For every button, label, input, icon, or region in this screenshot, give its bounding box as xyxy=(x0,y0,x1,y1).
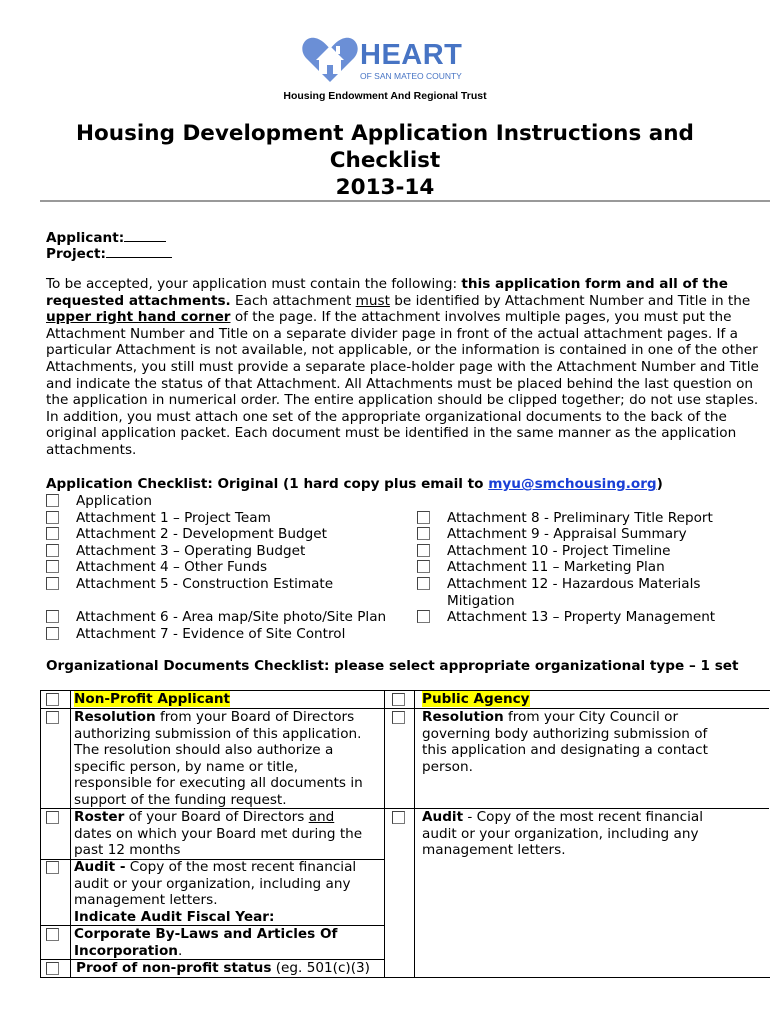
checkbox-np-audit[interactable] xyxy=(46,861,59,874)
project-field[interactable]: Project: xyxy=(46,245,172,262)
checkbox-nonprofit[interactable] xyxy=(46,693,59,706)
public-agency-header: Public Agency xyxy=(422,691,530,707)
checklist-item: Attachment 10 - Project Timeline xyxy=(447,543,671,559)
np-bylaws: Corporate By-Laws and Articles Of Incorporation. xyxy=(74,926,338,959)
pa-resolution: Resolution from your City Council or governing body authorizing submission of this application and designating a contact person. xyxy=(422,709,708,775)
checkbox-attachment-10[interactable] xyxy=(417,544,430,557)
checkbox-attachment-6[interactable] xyxy=(46,610,59,623)
table-divider xyxy=(384,690,385,977)
table-divider xyxy=(70,690,71,977)
checklist-item: Attachment 11 – Marketing Plan xyxy=(447,559,665,575)
table-divider xyxy=(414,690,415,977)
np-resolution: Resolution from your Board of Directors authorizing submission of this application. The resolution should also authorize a specific person, by name or title, responsible for executing all documents in support of the funding request. xyxy=(74,709,363,808)
checkbox-pa-audit[interactable] xyxy=(392,811,405,824)
checklist-item: Attachment 6 - Area map/Site photo/Site Plan xyxy=(76,609,387,625)
checkbox-public-agency[interactable] xyxy=(392,693,405,706)
pa-audit: Audit - Copy of the most recent financial audit or your organization, including any management letters. xyxy=(422,809,704,859)
checkbox-attachment-8[interactable] xyxy=(417,511,430,524)
checkbox-attachment-1[interactable] xyxy=(46,511,59,524)
checklist-item: Attachment 8 - Preliminary Title Report xyxy=(447,510,713,526)
checklist-item: Attachment 3 – Operating Budget xyxy=(76,543,306,559)
checkbox-attachment-11[interactable] xyxy=(417,560,430,573)
checklist-item: Attachment 2 - Development Budget xyxy=(76,526,327,542)
checklist-item-continued: Mitigation xyxy=(447,593,515,609)
checklist-item: Attachment 4 – Other Funds xyxy=(76,559,268,575)
email-link[interactable]: myu@smchousing.org xyxy=(488,476,657,492)
instructions-paragraph: To be accepted, your application must contain the following: this application form and all of the requested attachments. Each attachment must be identified by Attachment Number and Title in the upper right hand corner of the page. If the attachment involves multiple pages, you must put the Attachment Number and Title on a separate divider page in front of the actual attachment pages. If a particular Attachment is not available, not applicable, or the information is contained in one of the other Attachments, you still must provide a separate place-holder page with the Attachment Number and Title and indicate the status of that Attachment. All Attachments must be placed behind the last question on the application in numerical order. The entire application should be clipped together; do not use staples. In addition, you must attach one set of the appropriate organizational documents to the back of the original application packet. Each document must be identified in the same manner as the application attachments. xyxy=(46,276,759,458)
checklist-item: Attachment 5 - Construction Estimate xyxy=(76,576,334,592)
checkbox-attachment-2[interactable] xyxy=(46,527,59,540)
checkbox-pa-resolution[interactable] xyxy=(392,711,405,724)
checkbox-application[interactable] xyxy=(46,494,59,507)
applicant-field[interactable]: Applicant: xyxy=(46,229,166,246)
page-title: Housing Development Application Instructions and Checklist 2013-14 xyxy=(76,121,694,200)
checklist-item: Attachment 9 - Appraisal Summary xyxy=(447,526,687,542)
checkbox-np-resolution[interactable] xyxy=(46,711,59,724)
np-roster: Roster of your Board of Directors and dates on which your Board met during the past 12 months xyxy=(74,809,363,859)
np-status: Proof of non-profit status (eg. 501(c)(3) xyxy=(76,960,370,976)
checkbox-attachment-9[interactable] xyxy=(417,527,430,540)
checkbox-np-bylaws[interactable] xyxy=(46,928,59,941)
checkbox-attachment-3[interactable] xyxy=(46,544,59,557)
checklist-item: Attachment 1 – Project Team xyxy=(76,510,271,526)
nonprofit-header: Non-Profit Applicant xyxy=(74,691,231,707)
checkbox-attachment-7[interactable] xyxy=(46,627,59,640)
checklist-item: Attachment 7 - Evidence of Site Control xyxy=(76,626,346,642)
checkbox-attachment-5[interactable] xyxy=(46,577,59,590)
tagline: Housing Endowment And Regional Trust xyxy=(283,90,487,102)
checkbox-attachment-4[interactable] xyxy=(46,560,59,573)
np-audit: Audit - Copy of the most recent financial audit or your organization, including any management letters. Indicate Audit Fiscal Year: xyxy=(74,859,357,925)
logo-subtitle: OF SAN MATEO COUNTY xyxy=(360,71,462,81)
org-documents-heading: Organizational Documents Checklist: please select appropriate organizational type – 1 set xyxy=(46,658,739,674)
checklist-item: Attachment 12 - Hazardous Materials xyxy=(447,576,701,592)
application-checklist-heading: Application Checklist: Original (1 hard copy plus email to myu@smchousing.org) xyxy=(46,476,663,492)
checkbox-attachment-12[interactable] xyxy=(417,577,430,590)
checkbox-np-roster[interactable] xyxy=(46,811,59,824)
checklist-item: Attachment 13 – Property Management xyxy=(447,609,716,625)
checkbox-np-status[interactable] xyxy=(46,962,59,975)
checkbox-attachment-13[interactable] xyxy=(417,610,430,623)
checklist-item: Application xyxy=(76,493,152,509)
divider xyxy=(40,200,770,202)
logo-wordmark: HEART xyxy=(360,39,463,71)
